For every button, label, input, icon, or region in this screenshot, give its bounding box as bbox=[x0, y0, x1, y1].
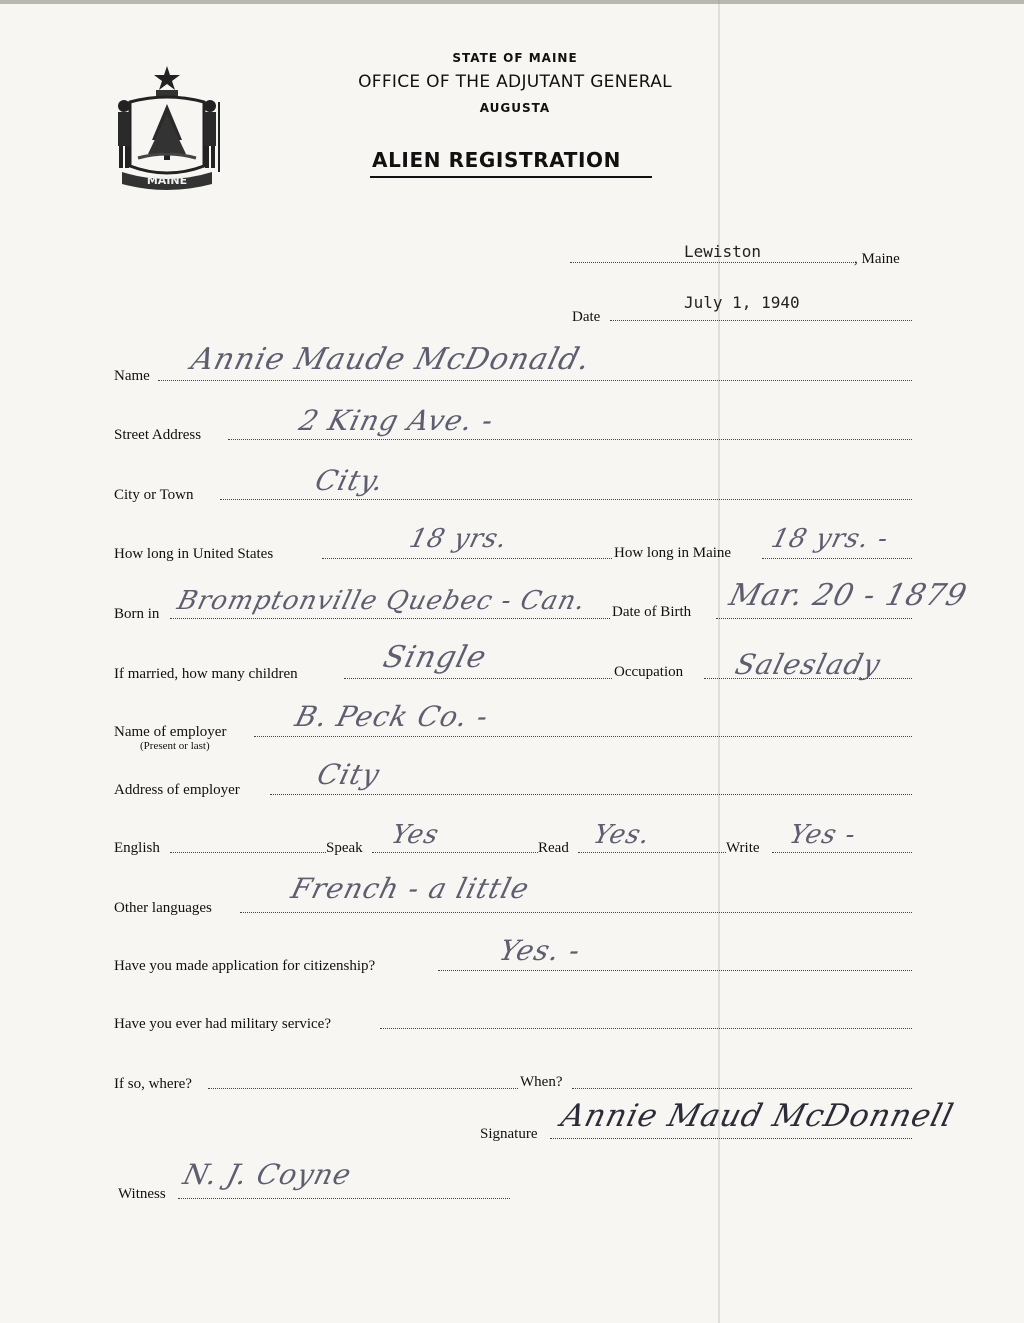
city-line bbox=[220, 499, 912, 500]
signature-line bbox=[550, 1138, 912, 1139]
date-of-birth-value: Mar. 20 - 1879 bbox=[725, 578, 971, 613]
city-label: City or Town bbox=[114, 487, 194, 503]
read-value: Yes. bbox=[590, 820, 654, 850]
children-label: If married, how many children bbox=[114, 666, 298, 682]
employer-label: Name of employer bbox=[114, 724, 227, 740]
military-label: Have you ever had military service? bbox=[114, 1016, 331, 1032]
english-line bbox=[170, 852, 326, 853]
born-in-value: Bromptonville Quebec - Can. bbox=[174, 586, 590, 616]
when-label: When? bbox=[520, 1074, 563, 1090]
speak-label: Speak bbox=[326, 840, 363, 856]
employer-value: B. Peck Co. - bbox=[291, 700, 493, 733]
speak-value: Yes bbox=[388, 820, 443, 850]
witness-line bbox=[178, 1198, 510, 1199]
where-label: If so, where? bbox=[114, 1076, 192, 1092]
when-line bbox=[572, 1088, 912, 1089]
citizenship-line bbox=[438, 970, 912, 971]
place-line bbox=[570, 262, 854, 263]
place-suffix: , Maine bbox=[854, 251, 900, 267]
form-title: ALIEN REGISTRATION bbox=[372, 148, 621, 172]
read-label: Read bbox=[538, 840, 569, 856]
english-label: English bbox=[114, 840, 160, 856]
place-value: Lewiston bbox=[684, 242, 762, 261]
write-line bbox=[772, 852, 912, 853]
occupation-label: Occupation bbox=[614, 664, 684, 680]
how-long-maine-label: How long in Maine bbox=[614, 545, 732, 561]
occupation-value: Saleslady bbox=[731, 648, 885, 681]
employer-line bbox=[254, 736, 912, 737]
scan-edge bbox=[0, 0, 1024, 4]
children-value: Single bbox=[379, 640, 491, 675]
street-address-line bbox=[228, 439, 912, 440]
other-languages-value: French - a little bbox=[287, 872, 534, 905]
date-line bbox=[610, 320, 912, 321]
citizenship-label: Have you made application for citizenship? bbox=[114, 958, 376, 974]
employer-address-label: Address of employer bbox=[114, 782, 240, 798]
military-line bbox=[380, 1028, 912, 1029]
name-value: Annie Maude McDonald. bbox=[187, 342, 595, 377]
where-line bbox=[208, 1088, 518, 1089]
signature-label: Signature bbox=[480, 1126, 538, 1142]
employer-address-line bbox=[270, 794, 912, 795]
date-of-birth-line bbox=[716, 618, 912, 619]
speak-line bbox=[372, 852, 538, 853]
street-address-value: 2 King Ave. - bbox=[295, 404, 498, 437]
how-long-us-label: How long in United States bbox=[114, 546, 274, 562]
employer-sublabel: (Present or last) bbox=[140, 740, 210, 752]
city-value: City. bbox=[311, 464, 388, 497]
how-long-maine-value: 18 yrs. - bbox=[768, 524, 892, 554]
witness-label: Witness bbox=[118, 1186, 166, 1202]
witness-value: N. J. Coyne bbox=[179, 1158, 356, 1191]
born-in-line bbox=[170, 618, 610, 619]
date-value: July 1, 1940 bbox=[684, 293, 800, 312]
name-label: Name bbox=[114, 368, 150, 384]
employer-address-value: City bbox=[313, 758, 384, 791]
seal-lettering: MAINE bbox=[146, 174, 188, 187]
born-in-label: Born in bbox=[114, 606, 160, 622]
other-languages-line bbox=[240, 912, 912, 913]
name-line bbox=[158, 380, 912, 381]
other-languages-label: Other languages bbox=[114, 900, 212, 916]
write-value: Yes - bbox=[786, 820, 860, 850]
how-long-us-value: 18 yrs. bbox=[406, 524, 511, 554]
date-of-birth-label: Date of Birth bbox=[612, 604, 692, 620]
children-line bbox=[344, 678, 612, 679]
date-label: Date bbox=[572, 309, 601, 325]
read-line bbox=[578, 852, 726, 853]
header-city: AUGUSTA bbox=[479, 101, 551, 115]
header-state: STATE OF MAINE bbox=[452, 51, 578, 65]
title-underline bbox=[370, 176, 652, 178]
write-label: Write bbox=[726, 840, 760, 856]
signature-value: Annie Maud McDonnell bbox=[557, 1098, 958, 1134]
maine-state-seal-icon bbox=[112, 62, 222, 190]
street-address-label: Street Address bbox=[114, 427, 202, 443]
how-long-us-line bbox=[322, 558, 612, 559]
how-long-maine-line bbox=[762, 558, 912, 559]
citizenship-value: Yes. - bbox=[495, 934, 585, 967]
header-office: OFFICE OF THE ADJUTANT GENERAL bbox=[358, 72, 672, 92]
